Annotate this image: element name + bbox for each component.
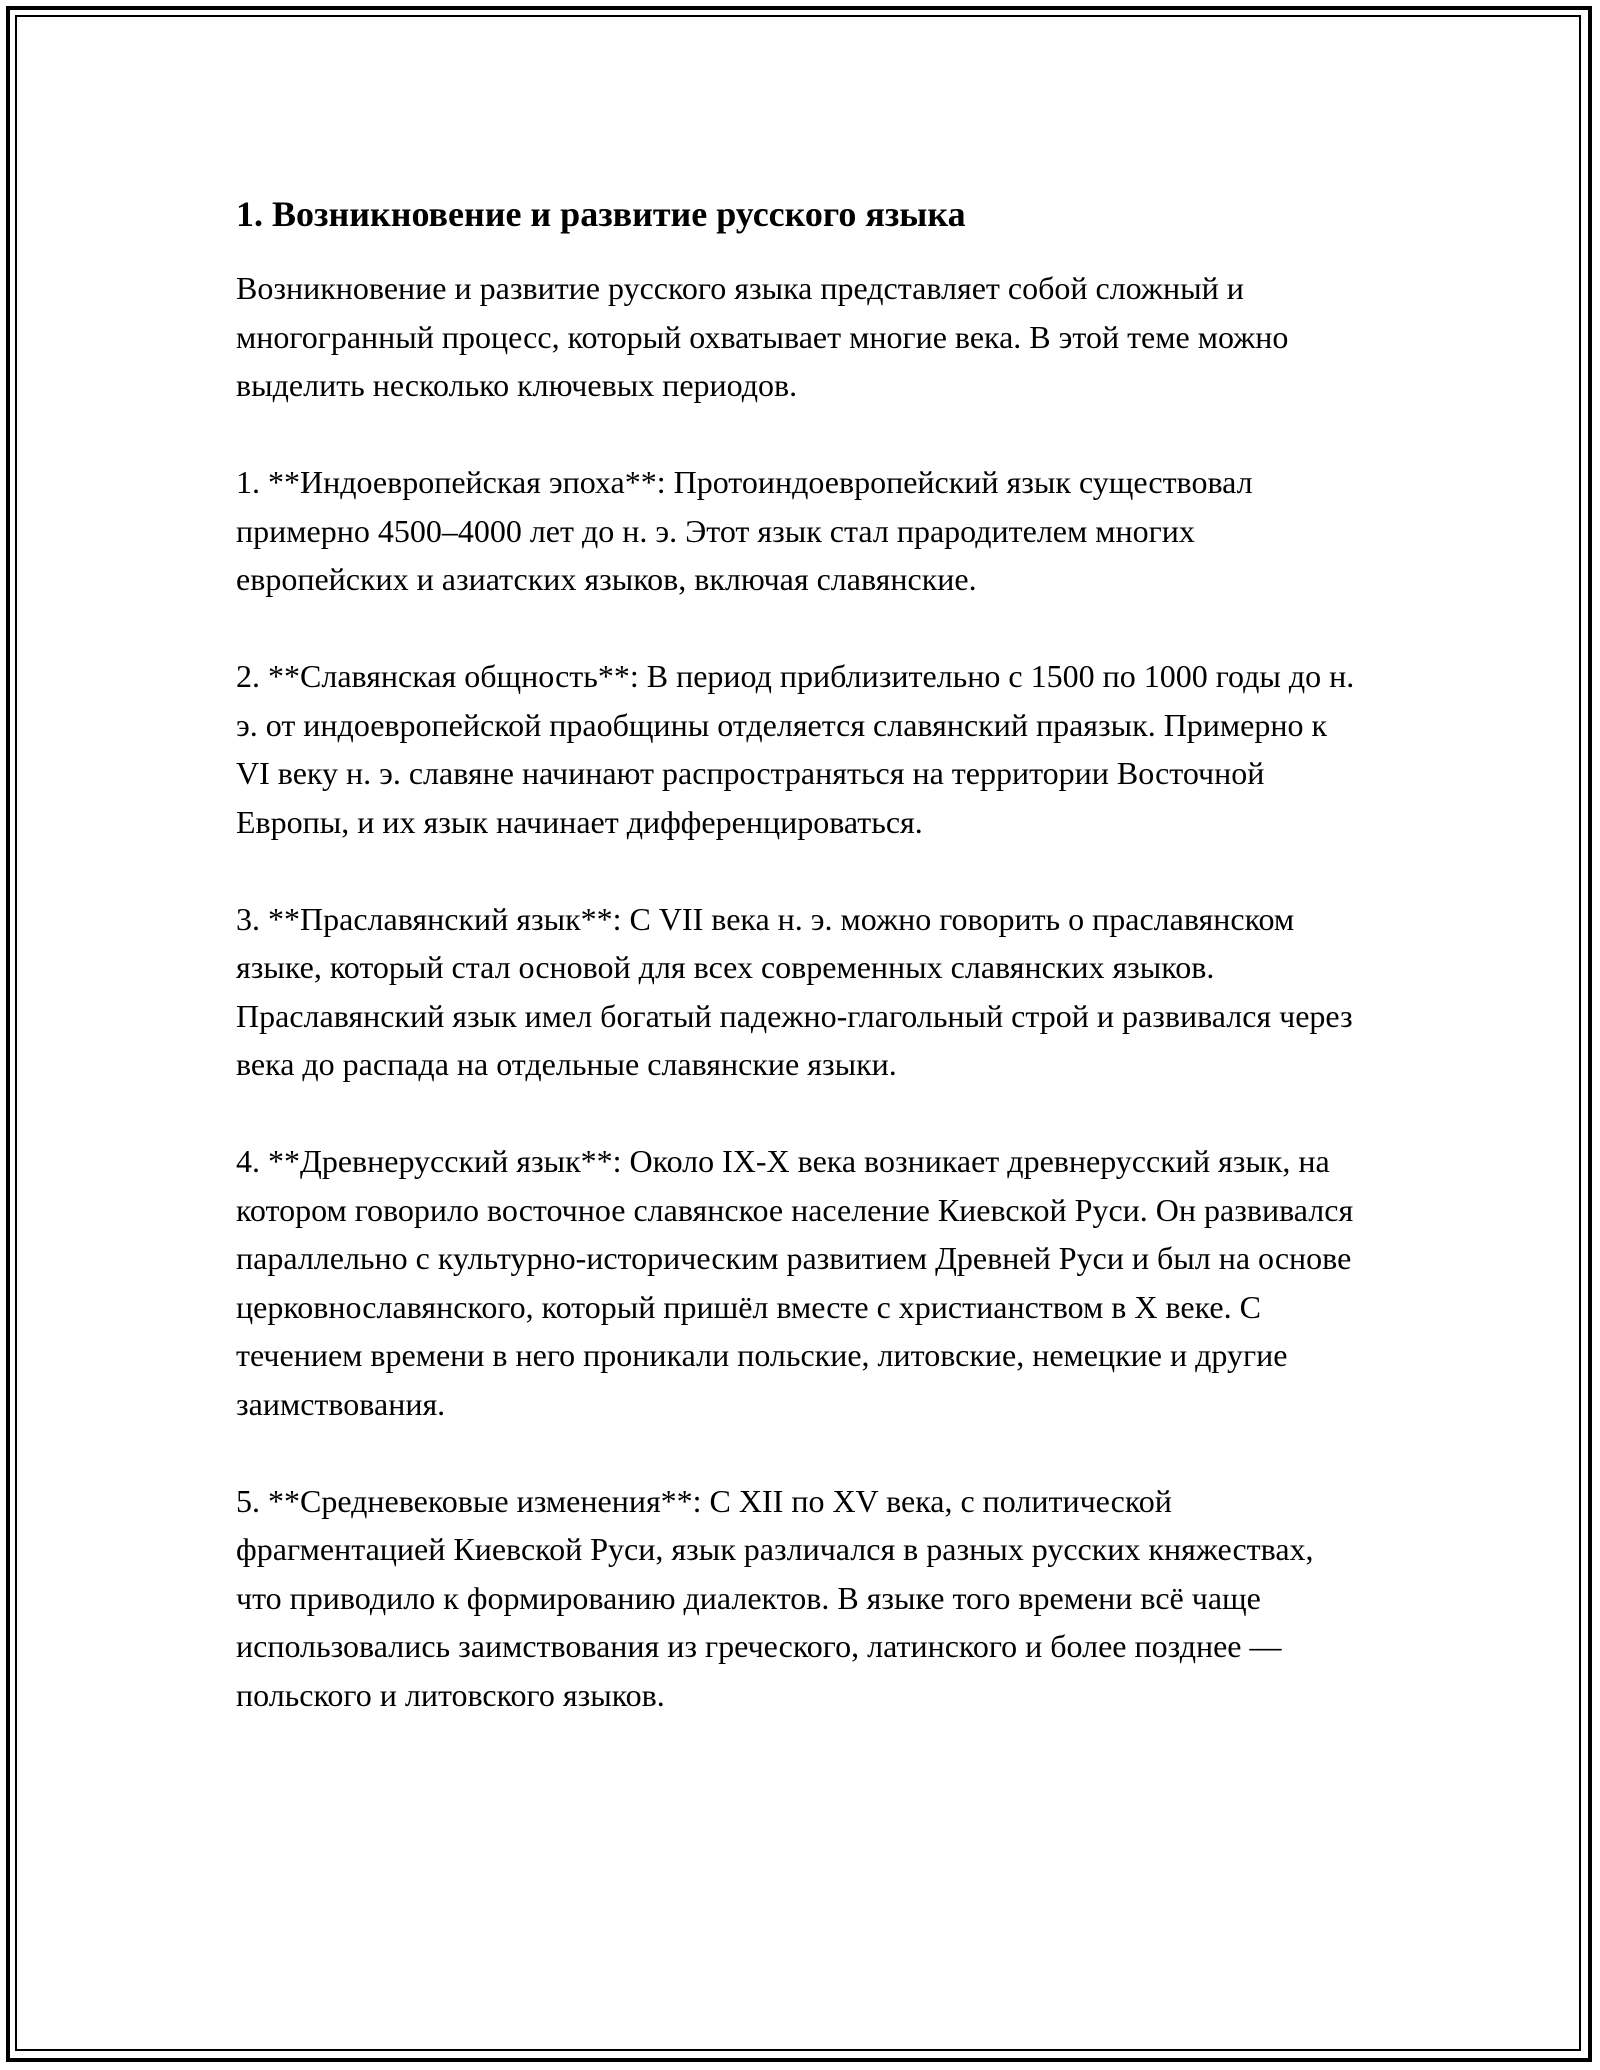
list-item: 1. **Индоевропейская эпоха**: Протоиндоевропейский язык существовал примерно 4500–4000 лет до н. э. Этот язык стал прародителем многих европейских и азиатских языков, включая славянские. [236, 464, 1253, 597]
list-item: 4. **Древнерусский язык**: Около IX-X века возникает древнерусский язык, на котором говорило восточное славянское население Киевской Руси. Он развивался параллельно с культурно-историческим развитием Древней Руси и был на основе церковнославянского, который пришёл вместе с христианством в X веке. С течением времени в него проникали польские, литовские, немецкие и другие заимствования. [236, 1143, 1354, 1422]
document-body [236, 188, 1366, 1768]
list-item: 3. **Праславянский язык**: С VII века н. э. можно говорить о праславянском языке, который стал основой для всех современных славянских языков. Праславянский язык имел богатый падежно-глагольный строй и развивался через века до распада на отдельные славянские языки. [236, 900, 1353, 1082]
list-item: 5. **Средневековые изменения**: С XII по XV века, с политической фрагментацией Киевской Руси, язык различался в разных русских княжествах, что приводило к формированию диалектов. В языке того времени всё чаще использовались заимствования из греческого, латинского и более позднее — польского и литовского языков. [236, 1482, 1314, 1713]
list-item: 2. **Славянская общность**: В период приблизительно с 1500 по 1000 годы до н. э. от индоевропейской праобщины отделяется славянский праязык. Примерно к VI веку н. э. славяне начинают распространяться на территории Восточной Европы, и их язык начинает дифференцироваться. [236, 658, 1355, 840]
intro-paragraph: Возникновение и развитие русского языка представляет собой сложный и многогранный процесс, который охватывает многие века. В этой теме можно выделить несколько ключевых периодов. [236, 270, 1289, 403]
document-title: 1. Возникновение и развитие русского языка [236, 194, 966, 234]
